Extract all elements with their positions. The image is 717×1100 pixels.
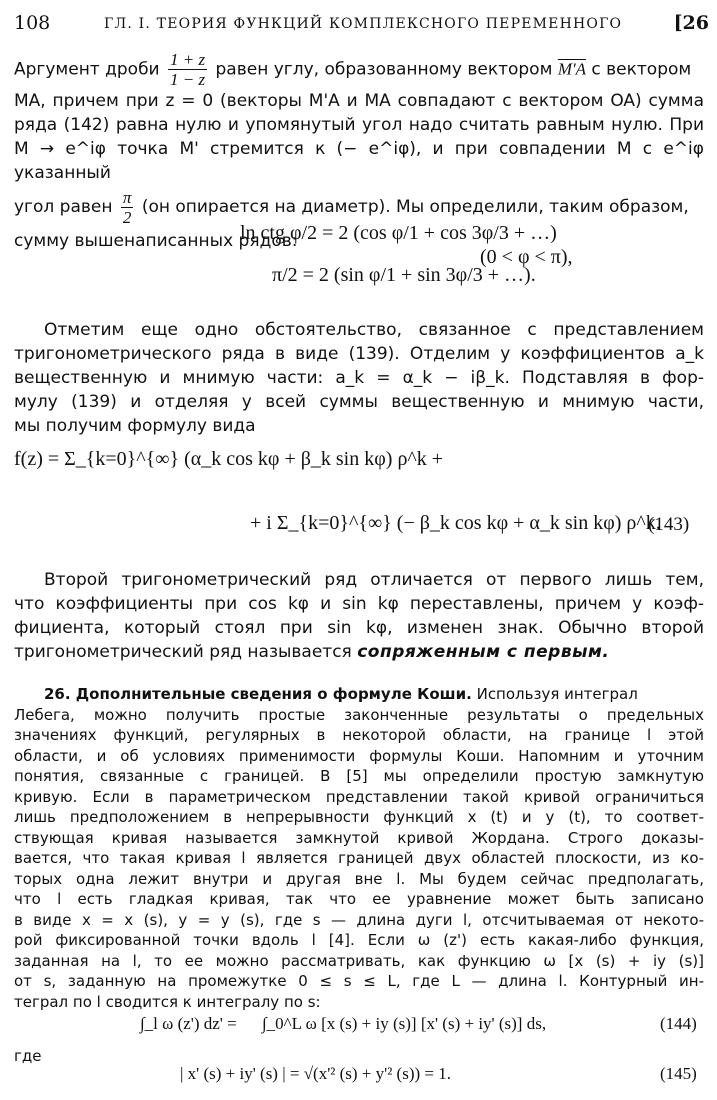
para1-line4: M → e^iφ точка M' стремится к (− e^iφ), и при совпадении M с e^iφ указанный bbox=[14, 139, 704, 183]
section26-line: заданная на l, то ее можно рассматривать, как функцию ω [x (s) + iy (s)] bbox=[14, 951, 704, 970]
equation-number-144: (144) bbox=[660, 1014, 697, 1033]
paragraph-conjugate-intro bbox=[14, 318, 704, 438]
formula-142-row1: ln ctg φ/2 = 2 (cos φ/1 + cos 3φ/3 + …) bbox=[240, 222, 557, 244]
para3-line3: фициента, который стоял при sin kφ, изменен знак. Обычно второй bbox=[14, 618, 704, 638]
para3-line4 bbox=[14, 640, 704, 664]
text: Используя интеграл bbox=[476, 685, 638, 703]
para2-line4: мулу (139) и отделяя у всей суммы вещественную и мнимую части, bbox=[14, 392, 704, 412]
para1-line6: сумму вышенаписанных рядов: bbox=[14, 231, 298, 251]
formula-144-lhs: ∫_l ω (z') dz' = bbox=[140, 1014, 237, 1033]
text: с вектором bbox=[591, 59, 692, 80]
section26-line: понятия, связанные с границей. В [5] мы определили простую замкнутую bbox=[14, 767, 704, 785]
formula-144-rhs: ∫_0^L ω [x (s) + iy (s)] [x' (s) + iy' (s)] ds, bbox=[262, 1014, 547, 1033]
fraction bbox=[121, 188, 134, 227]
formula-143-row1: f(z) = Σ_{k=0}^{∞} (α_k cos kφ + β_k sin kφ) ρ^k + bbox=[14, 448, 444, 470]
frac-den: 2 bbox=[122, 207, 132, 227]
section26-line: рой фиксированной точки вдоль l [4]. Если ω (z') есть какая-либо функция, bbox=[14, 931, 704, 949]
para2-line3: вещественную и мнимую части: a_k = α_k − iβ_k. Подставляя в фор- bbox=[14, 368, 704, 388]
chapter-title: ГЛ. I. ТЕОРИЯ ФУНКЦИЙ КОМПЛЕКСНОГО ПЕРЕМЕННОГО bbox=[104, 16, 623, 32]
text: Аргумент дроби bbox=[14, 59, 160, 80]
section-26 bbox=[14, 684, 704, 1012]
para3-line1: Второй тригонометрический ряд отличается от первого лишь тем, bbox=[44, 570, 704, 590]
frac-den: 1 − z bbox=[170, 70, 206, 89]
formula-143-row2: + i Σ_{k=0}^{∞} (− β_k cos kφ + α_k sin kφ) ρ^k. bbox=[250, 512, 661, 534]
section26-line: от s, заданную на промежутке 0 ≤ s ≤ L, где L — длина l. Контурный ин- bbox=[14, 972, 704, 990]
section26-line: Лебега, можно получить простые законченные результаты о предельных bbox=[14, 705, 704, 724]
frac-num: 1 + z bbox=[170, 50, 206, 69]
text: равен углу, образованному вектором bbox=[215, 59, 553, 80]
section26-line1 bbox=[14, 684, 704, 705]
equation-number-143: (143) bbox=[648, 514, 690, 535]
para2-line1: Отметим еще одно обстоятельство, связанное с представлением bbox=[44, 320, 704, 340]
para2-line5: мы получим формулу вида bbox=[14, 416, 256, 436]
text: тригонометрический ряд называется bbox=[14, 642, 352, 662]
page-number: 108 bbox=[14, 12, 51, 34]
formula-142-condition: (0 < φ < π), bbox=[480, 246, 573, 268]
section-heading: 26. Дополнительные сведения о формуле Коши. bbox=[44, 685, 472, 703]
running-header bbox=[14, 10, 709, 40]
para1-line3: ряда (142) равна нулю и упомянутый угол надо считать равным нулю. При bbox=[14, 115, 704, 135]
section26-line: значениях функций, регулярных в некоторой области, на границе l этой bbox=[14, 726, 704, 744]
vector: M'A bbox=[557, 59, 586, 79]
para1-line1 bbox=[14, 50, 704, 89]
section26-line: в виде x = x (s), y = y (s), где s — длина дуги l, отсчитываемая от некото- bbox=[14, 910, 704, 929]
para2-line2: тригонометрического ряда в виде (139). Отделим у коэффициентов a_k bbox=[14, 344, 704, 364]
para3-line2: что коэффициенты при cos kφ и sin kφ переставлены, причем у коэф- bbox=[14, 594, 704, 614]
text: угол равен bbox=[14, 197, 113, 217]
section26-line: области, и об условиях применимости формулы Коши. Напомним и уточним bbox=[14, 746, 704, 765]
text: (он опирается на диаметр). Мы определили, таким образом, bbox=[141, 197, 689, 217]
section26-line: кривую. Если в параметрическом представлении такой кривой ограничиться bbox=[14, 787, 704, 806]
section26-line: ствующая кривая называется замкнутой кривой Жордана. Строго доказы- bbox=[14, 828, 704, 847]
frac-num: π bbox=[122, 187, 132, 207]
para1-line2: MA, причем при z = 0 (векторы M'A и MA совпадают с вектором OA) сумма bbox=[14, 91, 704, 111]
section26-line: что l есть гладкая кривая, так что ее уравнение может быть записано bbox=[14, 890, 704, 908]
formula-145: | x' (s) + iy' (s) | = √(x'² (s) + y'² (s)) = 1. bbox=[180, 1064, 451, 1083]
section26-line: лишь предположением в непрерывности функций x (t) и y (t), то соответ- bbox=[14, 808, 704, 826]
emphasized-term: сопряженным с первым. bbox=[357, 642, 610, 662]
formula-142-row2: π/2 = 2 (sin φ/1 + sin 3φ/3 + …). bbox=[272, 264, 536, 286]
section26-line: вается, что такая кривая l является границей двух областей плоскости, из ко- bbox=[14, 849, 704, 867]
paragraph-conjugate bbox=[14, 568, 704, 664]
section26-line: теграл по l сводится к интегралу по s: bbox=[14, 992, 321, 1011]
where-word: где bbox=[14, 1047, 42, 1065]
section26-line: торых одна лежит внутри и другая вне l. Мы будем сейчас предполагать, bbox=[14, 869, 704, 888]
section-mark: [26 bbox=[673, 12, 709, 34]
equation-number-145: (145) bbox=[660, 1064, 697, 1083]
fraction bbox=[168, 50, 207, 89]
